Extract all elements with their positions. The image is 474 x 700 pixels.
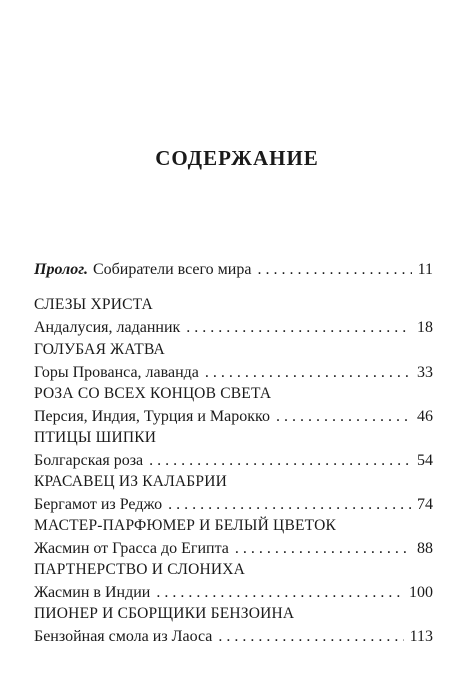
chapter-subtitle: Бензойная смола из Лаоса [34, 628, 213, 645]
chapter-subtitle: Жасмин в Индии [34, 584, 151, 601]
dot-leader [168, 493, 411, 516]
dot-leader [149, 449, 411, 472]
prologue-label: Пролог. [34, 261, 88, 278]
page-number: 18 [417, 319, 433, 336]
page-number: 113 [409, 628, 433, 645]
chapter-title: ПИОНЕР И СБОРЩИКИ БЕНЗОИНА [34, 605, 295, 622]
toc-entry-chapter [34, 603, 433, 648]
toc-title: СОДЕРЖАНИЕ [155, 146, 319, 170]
chapter-title: МАСТЕР-ПАРФЮМЕР И БЕЛЫЙ ЦВЕТОК [34, 517, 337, 534]
dot-leader [257, 258, 411, 281]
page-number: 11 [417, 261, 433, 278]
chapter-subtitle: Бергамот из Реджо [34, 496, 163, 513]
prologue-title: Собиратели всего мира [92, 261, 252, 278]
chapter-title: ГОЛУБАЯ ЖАТВА [34, 341, 165, 358]
dot-leader [218, 625, 403, 648]
chapter-title: РОЗА СО ВСЕХ КОНЦОВ СВЕТА [34, 385, 272, 402]
chapter-subtitle: Андалусия, ладанник [34, 319, 181, 336]
dot-leader [276, 405, 411, 428]
toc-entry-chapter [34, 559, 433, 604]
chapter-title: СЛЕЗЫ ХРИСТА [34, 296, 153, 313]
toc-entry-chapter [34, 294, 433, 339]
dot-leader [156, 581, 403, 604]
toc-entry-chapter [34, 515, 433, 560]
toc-entry-chapter [34, 427, 433, 472]
page-number: 46 [417, 408, 433, 425]
chapter-subtitle: Болгарская роза [34, 452, 144, 469]
dot-leader [205, 361, 411, 384]
page-number: 54 [417, 452, 433, 469]
chapter-subtitle: Персия, Индия, Турция и Марокко [34, 408, 270, 425]
page-number: 74 [417, 496, 433, 513]
toc-entry-chapter [34, 339, 433, 384]
chapter-title: ПАРТНЕРСТВО И СЛОНИХА [34, 561, 246, 578]
page-number: 33 [417, 364, 433, 381]
page-number: 100 [409, 584, 433, 601]
page-number: 88 [417, 540, 433, 557]
toc-entry-chapter [34, 471, 433, 516]
chapter-title: ПТИЦЫ ШИПКИ [34, 429, 157, 446]
dot-leader [186, 316, 411, 339]
dot-leader [235, 537, 411, 560]
chapter-subtitle: Жасмин от Грасса до Египта [34, 540, 229, 557]
toc-entry-prologue [34, 258, 433, 281]
chapter-title: КРАСАВЕЦ ИЗ КАЛАБРИИ [34, 473, 228, 490]
chapter-subtitle: Горы Прованса, лаванда [34, 364, 199, 381]
toc-entry-chapter [34, 383, 433, 428]
